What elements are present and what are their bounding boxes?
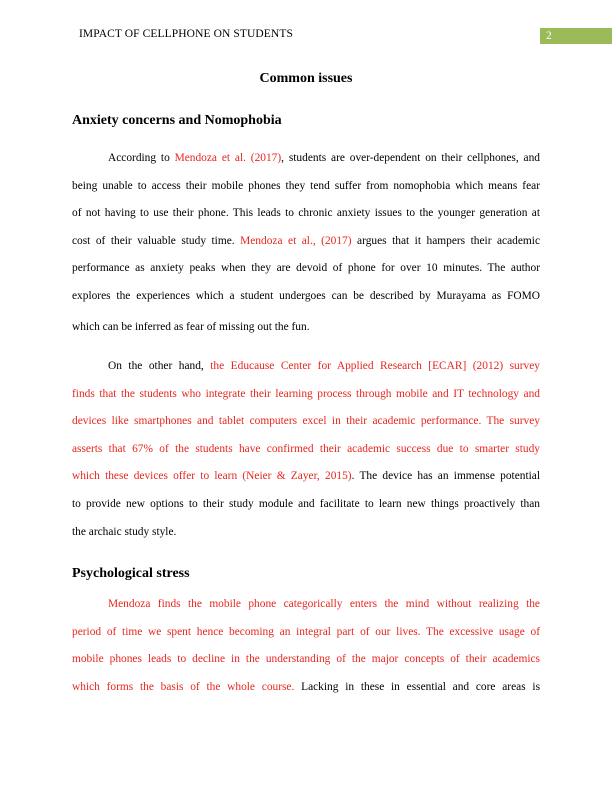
citation: Mendoza et al. (2017) [174,152,282,164]
paragraph-line: mobile phones leads to decline in the understanding of the major concepts of their academics [72,653,540,666]
paragraph-anxiety [72,151,540,347]
highlighted-text: which these devices offer to learn (Neier & Zayer, 2015) [72,470,352,483]
citation: Mendoza et al., (2017) [240,234,352,247]
paragraph-line: being unable to access their mobile phones they tend suffer from nomophobia which means fear [72,179,540,192]
paragraph-line: the archaic study style. [72,525,177,538]
page-title: Common issues [259,71,353,86]
paragraph-line: which forms the basis of the whole course. Lacking in these in essential and core areas is [72,680,540,693]
highlighted-text: which forms the basis of the whole course. [72,680,295,693]
paragraph-line: to provide new options to their study module and facilitate to learn new things proactively than [72,497,540,510]
paragraph-line: According to Mendoza et al. (2017), students are over-dependent on their cellphones, and [108,152,540,164]
paragraph-line: explores the experiences which a student undergoes can be described by Murayama as FOMO [72,289,540,302]
paragraph-stress [72,597,540,707]
paragraph-line: performance as anxiety peaks when they are devoid of phone for over 10 minutes. The author [72,262,540,275]
paragraph-ecar [72,359,540,552]
running-header-title: IMPACT OF CELLPHONE ON STUDENTS [79,28,293,40]
paragraph-line: cost of their valuable study time. Mendoza et al., (2017) argues that it hampers their academic [72,234,540,247]
paragraph-line: period of time we spent hence becoming an integral part of our lives. The excessive usage of [72,625,540,638]
highlighted-text: the Educause Center for Applied Research [ECAR] (2012) survey [210,360,540,372]
section-heading-anxiety: Anxiety concerns and Nomophobia [72,113,282,128]
paragraph-line: On the other hand, the Educause Center for Applied Research [ECAR] (2012) survey [108,360,540,372]
paragraph-line: which these devices offer to learn (Neier & Zayer, 2015). The device has an immense potential [72,470,541,483]
paragraph-line: finds that the students who integrate their learning process through mobile and IT technology and [72,387,540,400]
paragraph-line: of not having to use their phone. This leads to chronic anxiety issues to the younger generation at [72,207,540,220]
page-number-badge: 2 [540,28,612,44]
paragraph-line: Mendoza finds the mobile phone categorically enters the mind without realizing the [108,598,540,610]
paragraph-line: devices like smartphones and tablet computers excel in their academic performance. The survey [72,415,540,428]
paragraph-line: asserts that 67% of the students have confirmed their academic success due to smarter study [72,442,540,455]
section-heading-stress: Psychological stress [72,566,190,581]
paragraph-line: which can be inferred as fear of missing out the fun. [72,320,310,333]
